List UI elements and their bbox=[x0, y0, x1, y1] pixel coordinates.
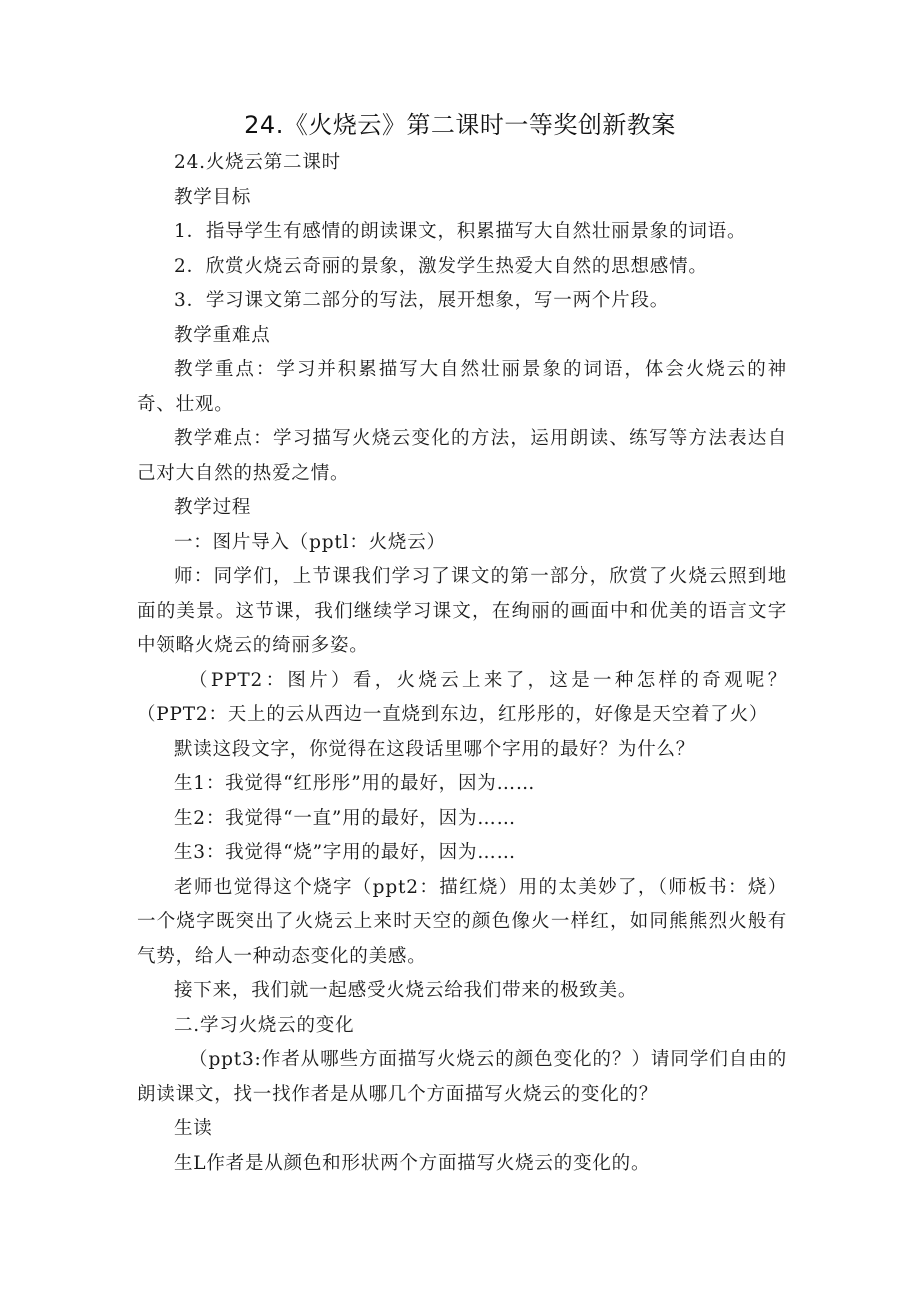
section-heading-objectives: 教学目标 bbox=[174, 186, 252, 208]
student-answer-2: 生2：我觉得“一直”用的最好，因为…… bbox=[174, 807, 516, 829]
objective-item-3: 3．学习课文第二部分的写法，展开想象，写一两个片段。 bbox=[174, 290, 670, 311]
lesson-heading: 24.火烧云第二课时 bbox=[174, 152, 341, 173]
key-point-paragraph: 教学重点：学习并积累描写大自然壮丽景象的词语，体会火烧云的神奇、壮观。 bbox=[137, 359, 787, 415]
step-one-heading: 一：图片导入（pptl：火烧云） bbox=[174, 531, 446, 553]
student-answer-l: 生L作者是从颜色和形状两个方面描写火烧云的变化的。 bbox=[174, 1152, 651, 1174]
teacher-comment-paragraph: 老师也觉得这个烧字（ppt2：描红烧）用的太美妙了，（师板书：烧）一个烧字既突出了火烧云上来时天空的颜色像火一样红，如同熊熊烈火般有气势，给人一种动态变化的美感。 bbox=[137, 876, 787, 967]
difficulty-paragraph: 教学难点：学习描写火烧云变化的方法，运用朗读、练写等方法表达自己对大自然的热爱之情。 bbox=[137, 428, 787, 484]
document-title: 24.《火烧云》第二课时一等奖创新教案 bbox=[244, 111, 676, 139]
ppt2-paragraph: （PPT2：图片）看，火烧云上来了，这是一种怎样的奇观呢？（PPT2：天上的云从西边一直烧到东边，红彤彤的，好像是天空着了火） bbox=[137, 669, 787, 725]
student-reading: 生读 bbox=[174, 1118, 213, 1139]
section-heading-process: 教学过程 bbox=[174, 497, 252, 518]
reading-question: 默读这段文字，你觉得在这段话里哪个字用的最好？为什么？ bbox=[174, 738, 696, 760]
objective-item-2: 2．欣赏火烧云奇丽的景象，激发学生热爱大自然的思想感情。 bbox=[174, 255, 708, 277]
ppt3-paragraph: （ppt3:作者从哪些方面描写火烧云的颜色变化的？）请同学们自由的朗读课文，找一找作者是从哪几个方面描写火烧云的变化的？ bbox=[137, 1049, 787, 1105]
objective-item-1: 1．指导学生有感情的朗读课文，积累描写大自然壮丽景象的词语。 bbox=[174, 221, 747, 242]
section-heading-key-points: 教学重难点 bbox=[174, 324, 271, 346]
transition-paragraph: 接下来，我们就一起感受火烧云给我们带来的极致美。 bbox=[174, 980, 638, 1001]
document-body bbox=[137, 146, 787, 1181]
step-two-heading: 二.学习火烧云的变化 bbox=[174, 1014, 355, 1036]
student-answer-3: 生3：我觉得“烧”字用的最好，因为…… bbox=[174, 842, 516, 863]
student-answer-1: 生1：我觉得“红彤彤”用的最好，因为…… bbox=[174, 773, 536, 794]
teacher-intro-paragraph: 师：同学们，上节课我们学习了课文的第一部分，欣赏了火烧云照到地面的美景。这节课，我们继续学习课文，在绚丽的画面中和优美的语言文字中领略火烧云的绮丽多姿。 bbox=[137, 566, 787, 656]
